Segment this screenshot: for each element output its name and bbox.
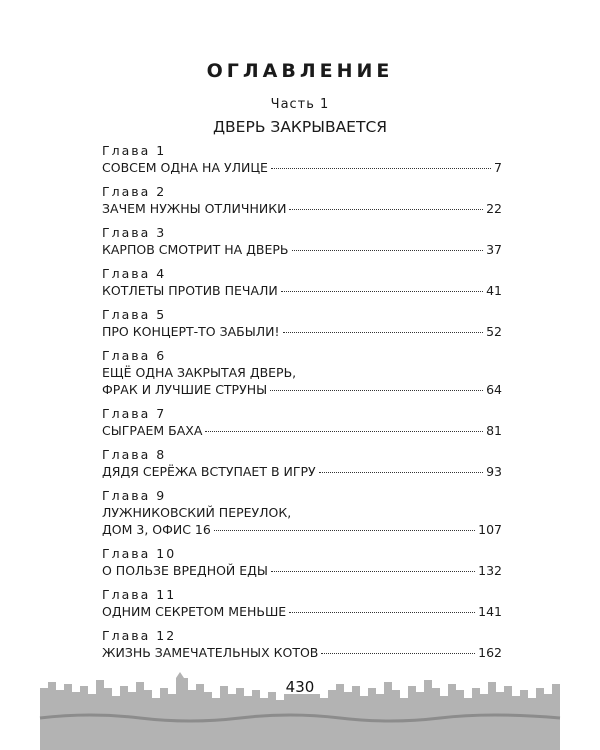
chapter-page: 37 <box>486 242 502 257</box>
dot-leader <box>321 653 475 654</box>
chapter-title-line <box>102 603 502 620</box>
chapter-title-line <box>102 323 502 340</box>
dot-leader <box>319 472 483 473</box>
chapter-page: 93 <box>486 464 502 479</box>
toc-entry <box>102 628 502 661</box>
dot-leader <box>281 291 483 292</box>
chapter-label: Глава 6 <box>102 348 167 363</box>
toc-entry <box>102 546 502 579</box>
chapter-title-line <box>102 463 502 480</box>
dot-leader <box>270 390 483 391</box>
chapter-label: Глава 5 <box>102 307 167 322</box>
chapter-title: ДОМ 3, ОФИС 16 <box>102 522 211 537</box>
toc-entry <box>102 184 502 217</box>
chapter-title: КОТЛЕТЫ ПРОТИВ ПЕЧАЛИ <box>102 283 278 298</box>
part-label: Часть 1 <box>270 97 330 112</box>
chapter-title-line <box>102 200 502 217</box>
chapter-title-line <box>102 282 502 299</box>
dot-leader <box>214 530 475 531</box>
chapter-title: КАРПОВ СМОТРИТ НА ДВЕРЬ <box>102 242 289 257</box>
dot-leader <box>283 332 484 333</box>
table-of-contents <box>102 143 502 669</box>
chapter-title: ЖИЗНЬ ЗАМЕЧАТЕЛЬНЫХ КОТОВ <box>102 645 319 660</box>
chapter-title-line <box>102 521 502 538</box>
chapter-label: Глава 11 <box>102 587 177 602</box>
chapter-page: 81 <box>486 423 502 438</box>
chapter-page: 141 <box>478 604 502 619</box>
chapter-label: Глава 8 <box>102 447 167 462</box>
chapter-page: 64 <box>486 382 502 397</box>
chapter-label: Глава 1 <box>102 143 167 158</box>
toc-entry <box>102 225 502 258</box>
chapter-label: Глава 10 <box>102 546 177 561</box>
chapter-page: 162 <box>478 645 502 660</box>
chapter-title-line <box>102 422 502 439</box>
page-title: ОГЛАВЛЕНИЕ <box>206 60 394 82</box>
chapter-page: 52 <box>486 324 502 339</box>
chapter-page: 22 <box>486 201 502 216</box>
part-title: ДВЕРЬ ЗАКРЫВАЕТСЯ <box>212 118 388 136</box>
chapter-label: Глава 7 <box>102 406 167 421</box>
chapter-label: Глава 2 <box>102 184 167 199</box>
chapter-title-line <box>102 644 502 661</box>
chapter-label: Глава 12 <box>102 628 177 643</box>
dot-leader <box>205 431 483 432</box>
chapter-title: ЛУЖНИКОВСКИЙ ПЕРЕУЛОК, <box>102 505 292 520</box>
toc-entry <box>102 587 502 620</box>
toc-entry <box>102 266 502 299</box>
chapter-title-line <box>102 364 502 381</box>
chapter-label: Глава 4 <box>102 266 167 281</box>
dot-leader <box>271 168 491 169</box>
chapter-title: ЕЩЁ ОДНА ЗАКРЫТАЯ ДВЕРЬ, <box>102 365 297 380</box>
dot-leader <box>292 250 484 251</box>
chapter-title: ДЯДЯ СЕРЁЖА ВСТУПАЕТ В ИГРУ <box>102 464 316 479</box>
page-number: 430 <box>285 678 315 696</box>
chapter-title: О ПОЛЬЗЕ ВРЕДНОЙ ЕДЫ <box>102 563 268 578</box>
dot-leader <box>289 612 475 613</box>
chapter-label: Глава 9 <box>102 488 167 503</box>
chapter-page: 107 <box>478 522 502 537</box>
toc-entry <box>102 307 502 340</box>
chapter-title-line <box>102 562 502 579</box>
toc-entry <box>102 406 502 439</box>
chapter-title-line <box>102 504 502 521</box>
toc-entry <box>102 143 502 176</box>
toc-entry <box>102 488 502 538</box>
chapter-title: СЫГРАЕМ БАХА <box>102 423 203 438</box>
chapter-title: ЗАЧЕМ НУЖНЫ ОТЛИЧНИКИ <box>102 201 287 216</box>
chapter-page: 132 <box>478 563 502 578</box>
chapter-title: СОВСЕМ ОДНА НА УЛИЦЕ <box>102 160 268 175</box>
dot-leader <box>271 571 475 572</box>
chapter-title: ФРАК И ЛУЧШИЕ СТРУНЫ <box>102 382 268 397</box>
chapter-title-line <box>102 381 502 398</box>
chapter-title-line <box>102 159 502 176</box>
chapter-title: ОДНИМ СЕКРЕТОМ МЕНЬШЕ <box>102 604 287 619</box>
dot-leader <box>289 209 483 210</box>
chapter-title-line <box>102 241 502 258</box>
chapter-title: ПРО КОНЦЕРТ-ТО ЗАБЫЛИ! <box>102 324 280 339</box>
toc-entry <box>102 447 502 480</box>
chapter-label: Глава 3 <box>102 225 167 240</box>
toc-entry <box>102 348 502 398</box>
chapter-page: 41 <box>486 283 502 298</box>
chapter-page: 7 <box>494 160 502 175</box>
